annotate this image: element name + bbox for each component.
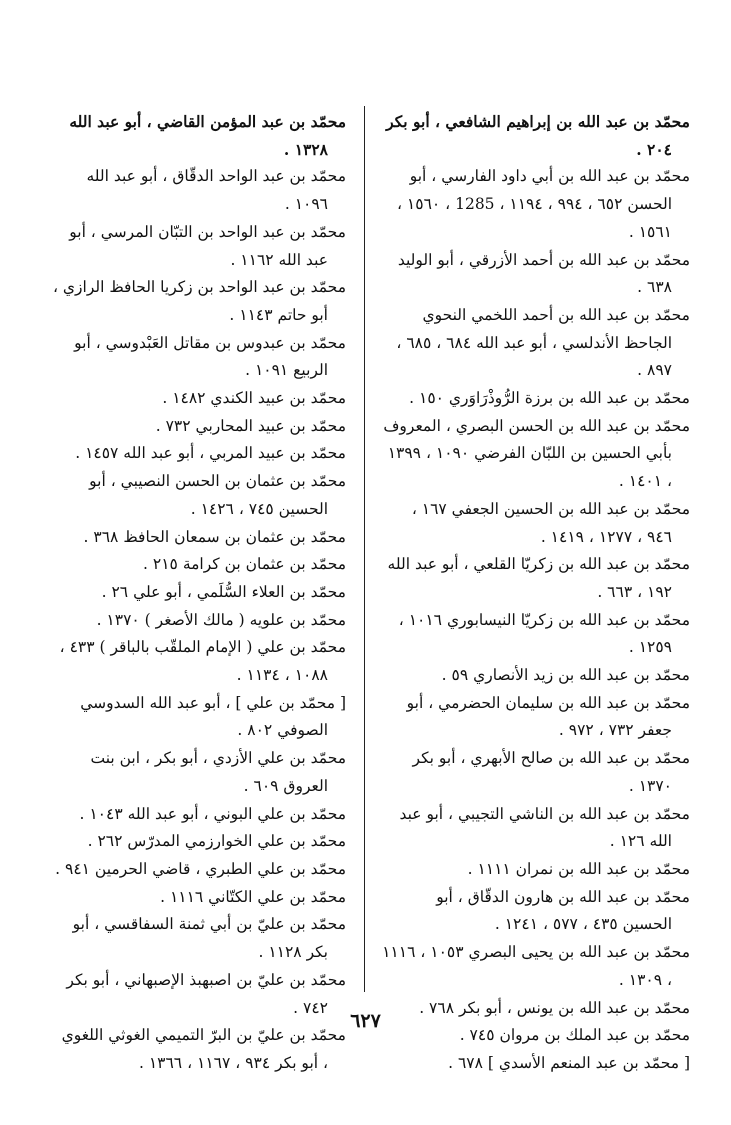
index-entry: محمّد بن عبد المؤمن القاضي ، أبو عبد الله ١٣٢٨ . (69, 112, 346, 159)
index-entry: محمّد بن عبد الله بن نمران ١١١١ . (467, 859, 690, 878)
index-entry: محمّد بن عثمان بن سمعان الحافظ ٣٦٨ . (83, 527, 346, 546)
page-number: ٦٢٧ (350, 1010, 381, 1032)
index-entry: محمّد بن عبد الله بن صالح الأبهري ، أبو بكر ١٣٧٠ . (412, 749, 690, 795)
index-entry: محمّد بن عليّ بن أبي ثمنة السفاقسي ، أبو بكر ١١٢٨ . (72, 915, 346, 962)
left-column (52, 108, 346, 1078)
index-entry: محمّد بن عبدوس بن مقاتل العَبْدوسي ، أبو الربيع ١٠٩١ . (74, 333, 346, 380)
index-entry: محمّد بن علي الكتّاني ١١١٦ . (160, 887, 346, 906)
index-entry: محمّد بن عثمان بن الحسن النصيبي ، أبو الحسين ٧٤٥ ، ١٤٢٦ . (89, 472, 346, 518)
column-divider (364, 106, 365, 992)
index-entry: محمّد بن عبد الله بن يونس ، أبو بكر ٧٦٨ . (419, 998, 690, 1017)
index-entry: محمّد بن علي البوني ، أبو عبد الله ١٠٤٣ . (79, 804, 346, 823)
index-entry: محمّد بن عبد الواحد بن التبّان المرسي ، أبو عبد الله ١١٦٢ . (69, 222, 346, 269)
index-entry: محمّد بن عليّ بن اصبهبذ الإصبهاني ، أبو بكر ٧٤٢ . (66, 970, 346, 1017)
index-entry: محمّد بن عبد الله بن أبي داود الفارسي ، أبو الحسن ٦٥٢ ، ٩٩٤ ، ١١٩٤ ، 1285 ، ١٥٦٠ ، ١٥٦١ . (396, 167, 690, 241)
index-entry: محمّد بن علي الأزدي ، أبو بكر ، ابن بنت العروق ٦٠٩ . (90, 749, 346, 795)
index-entry: محمّد بن العلاء السُّلَمي ، أبو علي ٢٦ . (101, 582, 346, 601)
index-entry: محمّد بن عبد الله بن الحسن البصري ، المعروف بأبي الحسين بن اللبّان الفرضي ١٠٩٠ ، ١٣٩٩ ، ١٤٠١ . (383, 416, 690, 491)
index-entry: محمّد بن عبد الله بن زكريّا النيسابوري ١٠١٦ ، ١٢٥٩ . (398, 610, 690, 657)
index-entry: محمّد بن علي الطبري ، قاضي الحرمين ٩٤١ . (55, 859, 346, 878)
index-entry: محمّد بن عبد الواحد بن زكريا الحافظ الرازي ، أبو حاتم ١١٤٣ . (52, 278, 346, 324)
index-entry: [ محمّد بن علي ] ، أبو عبد الله السدوسي الصوفي ٨٠٢ . (80, 693, 346, 740)
index-entry: محمّد بن عبد الله بن يحيى البصري ١٠٥٣ ، ١١١٦ ، ١٣٠٩ . (382, 943, 690, 989)
index-entry: محمّد بن علويه ( مالك الأصغر ) ١٣٧٠ . (96, 610, 346, 629)
index-entry: محمّد بن عبد الله بن الحسين الجعفي ١٦٧ ، ٩٤٦ ، ١٢٧٧ ، ١٤١٩ . (411, 499, 690, 546)
index-entry: محمّد بن عبد الله بن زيد الأنصاري ٥٩ . (441, 666, 690, 685)
index-entry: محمّد بن عبد الله بن أحمد الأزرقي ، أبو الوليد ٦٣٨ . (397, 250, 690, 297)
index-entry: محمّد بن عبد الله بن هارون الدقّاق ، أبو الحسين ٤٣٥ ، ٥٧٧ ، ١٢٤١ . (436, 887, 690, 934)
index-entry: محمّد بن علي الخوارزمي المدرّس ٢٦٢ . (87, 832, 346, 851)
index-entry: محمّد بن عثمان بن كرامة ٢١٥ . (143, 555, 346, 574)
index-entry: محمّد بن عبد الله بن الناشي التجيبي ، أبو عبد الله ١٢٦ . (399, 804, 690, 851)
index-entry: محمّد بن علي ( الإمام الملقّب بالباقر ) ٤٣٣ ، ١٠٨٨ ، ١١٣٤ . (59, 638, 346, 685)
index-entry: محمّد بن عبيد المربي ، أبو عبد الله ١٤٥٧ . (75, 444, 346, 463)
index-entry: محمّد بن عبد الله بن إبراهيم الشافعي ، أبو بكر ٢٠٤ . (386, 112, 690, 159)
index-entry: محمّد بن عبد الله بن سليمان الحضرمي ، أبو جعفر ٧٣٢ ، ٩٧٢ . (406, 693, 690, 740)
index-entry: محمّد بن عبيد المحاربي ٧٣٢ . (155, 416, 346, 435)
index-entry: محمّد بن عبد الله بن برزة الرُّوذْرَاوَري ١٥٠ . (409, 389, 690, 408)
index-entry: محمّد بن عبد الله بن زكريّا القلعي ، أبو عبد الله ١٩٢ ، ٦٦٣ . (387, 555, 690, 601)
index-entry: محمّد بن عبيد الكندي ١٤٨٢ . (162, 389, 346, 408)
index-entry: [ محمّد بن عبد المنعم الأسدي ] ٦٧٨ . (448, 1053, 690, 1072)
right-column (382, 108, 690, 1078)
index-entry: محمّد بن عليّ بن البرّ التميمي الغوثي اللغوي ، أبو بكر ٩٣٤ ، ١١٦٧ ، ١٣٦٦ . (61, 1026, 346, 1072)
index-entry: محمّد بن عبد الملك بن مروان ٧٤٥ . (459, 1026, 690, 1045)
index-entry: محمّد بن عبد الواحد الدقّاق ، أبو عبد الله ١٠٩٦ . (86, 167, 346, 214)
index-entry: محمّد بن عبد الله بن أحمد اللخمي النحوي الجاحظ الأندلسي ، أبو عبد الله ٦٨٤ ، ٦٨٥ ، ٨٩٧ . (396, 305, 690, 380)
